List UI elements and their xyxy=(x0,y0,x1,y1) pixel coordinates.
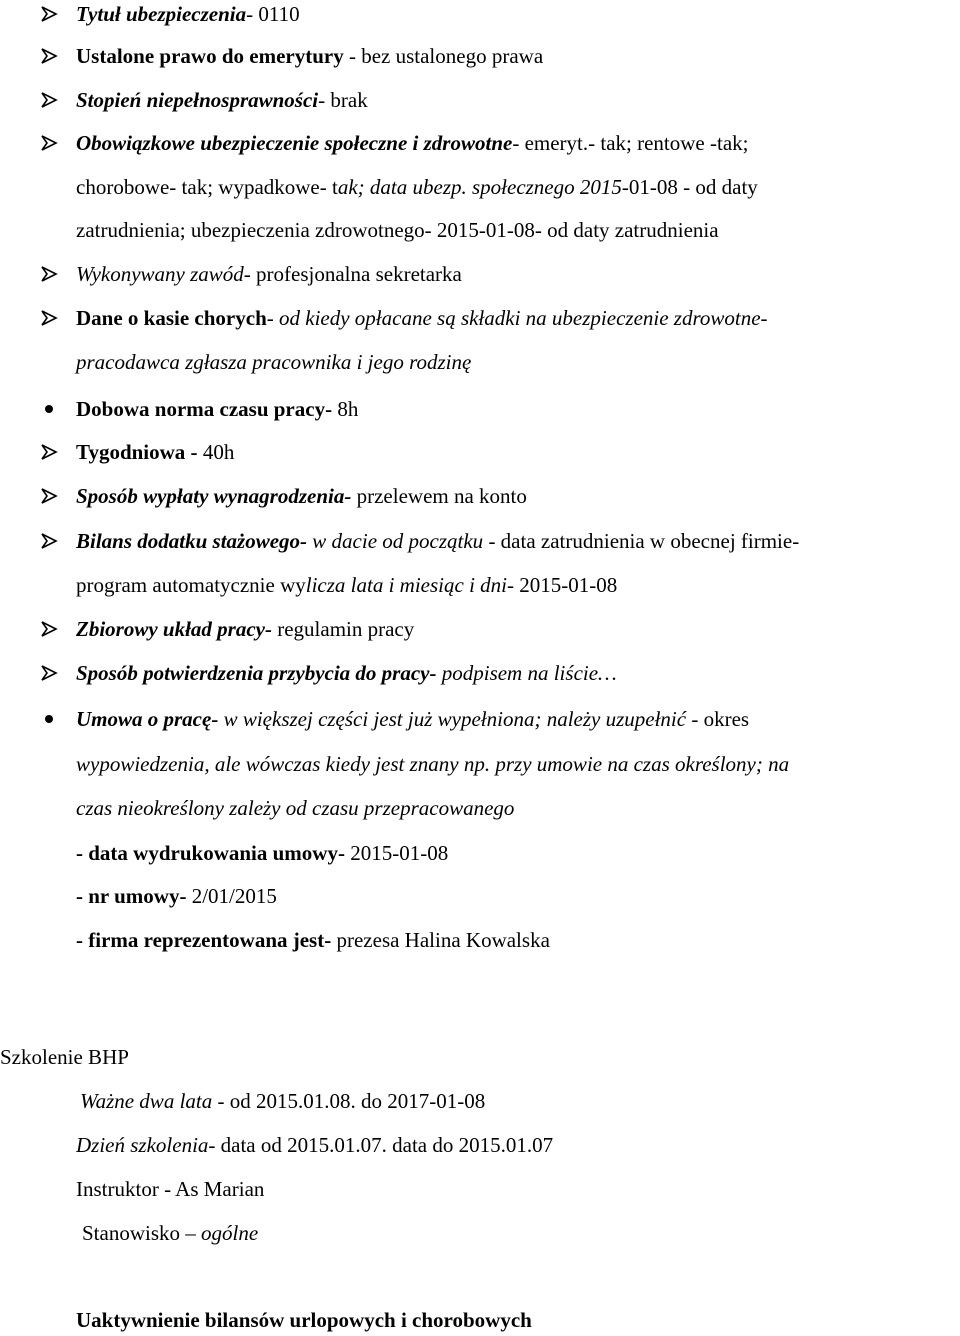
item-label: Sposób wypłaty wynagrodzenia- xyxy=(76,484,352,508)
text-segment: czas nieokreślony zależy od czasu przepracowanego xyxy=(76,796,515,820)
item-value: - 0110 xyxy=(246,2,300,26)
field-value: data od 2015.01.07. data do 2015.01.07 xyxy=(215,1133,554,1157)
item-value: - okres xyxy=(686,707,750,731)
contract-number xyxy=(76,882,277,910)
arrow-bullet-icon xyxy=(38,304,62,332)
item-label: Zbiorowy układ pracy- xyxy=(76,617,272,641)
field-value: 2/01/2015 xyxy=(186,884,277,908)
list-item-continuation xyxy=(76,173,758,201)
list-item xyxy=(76,527,799,555)
list-item xyxy=(76,615,414,643)
field-label: Dzień szkolenia- xyxy=(76,1133,216,1157)
list-item xyxy=(76,438,234,466)
arrow-bullet-icon xyxy=(38,482,62,510)
dot-bullet-icon xyxy=(38,705,62,733)
item-label: Ustalone prawo do emerytury xyxy=(76,44,344,68)
list-item xyxy=(76,395,358,423)
contract-date xyxy=(76,839,448,867)
text-segment: program automatycznie wy xyxy=(76,573,306,597)
arrow-bullet-icon xyxy=(38,42,62,70)
list-item xyxy=(76,0,300,28)
arrow-bullet-icon xyxy=(38,438,62,466)
item-label: Wykonywany zawód xyxy=(76,262,244,286)
list-item xyxy=(76,482,527,510)
item-value-italic: w większej części jest już wypełniona; należy uzupełnić xyxy=(218,707,687,731)
text-segment: chorobowe- tak; wypadkowe- t xyxy=(76,175,338,199)
text-segment: licza lata i miesiąc i dni xyxy=(305,573,507,597)
bhp-instructor: Instruktor - As Marian xyxy=(76,1177,265,1201)
bhp-validity xyxy=(80,1087,485,1115)
list-item-continuation xyxy=(76,794,514,822)
list-item-continuation xyxy=(76,750,789,778)
item-value-italic: w dacie od początku xyxy=(307,529,484,553)
item-label: Tygodniowa - xyxy=(76,440,198,464)
field-label: Ważne dwa lata xyxy=(80,1089,213,1113)
item-value: - od kiedy opłacane są składki na ubezpieczenie zdrowotne- xyxy=(266,306,768,330)
list-item xyxy=(76,129,748,157)
arrow-bullet-icon xyxy=(38,615,62,643)
item-value: przelewem na konto xyxy=(351,484,527,508)
item-label: Sposób potwierdzenia przybycia do pracy- xyxy=(76,661,437,685)
item-label: Stopień niepełnosprawności xyxy=(76,88,319,112)
list-item xyxy=(76,304,768,332)
field-label: - firma reprezentowana jest- xyxy=(76,928,332,952)
field-value: ogólne xyxy=(201,1221,259,1245)
arrow-bullet-icon xyxy=(38,0,62,28)
list-item-continuation: zatrudnienia; ubezpieczenia zdrowotnego- 2015-01-08- od daty zatrudnienia xyxy=(76,218,719,242)
text-segment: - 2015-01-08 xyxy=(506,573,618,597)
item-value: - profesjonalna sekretarka xyxy=(243,262,462,286)
field-value: 2015-01-08 xyxy=(344,841,449,865)
section-heading-leave-balances: Uaktywnienie bilansów urlopowych i chorobowych xyxy=(76,1308,532,1332)
arrow-bullet-icon xyxy=(38,86,62,114)
text-segment: -01-08 - od daty xyxy=(621,175,758,199)
item-value: - brak xyxy=(318,88,368,112)
item-value: - data zatrudnienia w obecnej firmie- xyxy=(483,529,800,553)
field-label: - data wydrukowania umowy- xyxy=(76,841,345,865)
list-item-continuation xyxy=(76,571,617,599)
list-item xyxy=(76,86,368,114)
text-segment: ak; data ubezp. społecznego 2015 xyxy=(337,175,622,199)
list-item xyxy=(76,659,617,687)
field-value: - od 2015.01.08. do 2017-01-08 xyxy=(212,1089,486,1113)
field-label: Stanowisko – xyxy=(82,1221,202,1245)
list-item xyxy=(76,260,462,288)
arrow-bullet-icon xyxy=(38,659,62,687)
item-value: podpisem na liście… xyxy=(436,661,617,685)
arrow-bullet-icon xyxy=(38,129,62,157)
arrow-bullet-icon xyxy=(38,527,62,555)
field-label: - nr umowy- xyxy=(76,884,187,908)
item-value: - bez ustalonego prawa xyxy=(343,44,544,68)
list-item-continuation xyxy=(76,348,471,376)
item-label: Dane o kasie chorych xyxy=(76,306,267,330)
text-segment: pracodawca zgłasza pracownika i jego rodzinę xyxy=(76,350,472,374)
item-label: Obowiązkowe ubezpieczenie społeczne i zdrowotne xyxy=(76,131,513,155)
item-label: Bilans dodatku stażowego- xyxy=(76,529,308,553)
dot-bullet-icon xyxy=(38,395,62,423)
contract-firm xyxy=(76,926,550,954)
list-item xyxy=(76,42,543,70)
text-segment: wypowiedzenia, ale wówczas kiedy jest znany np. przy umowie na czas określony; na xyxy=(76,752,790,776)
item-value: regulamin pracy xyxy=(271,617,415,641)
item-value: - emeryt.- tak; rentowe -tak; xyxy=(512,131,749,155)
arrow-bullet-icon xyxy=(38,260,62,288)
bhp-training-day xyxy=(76,1131,553,1159)
item-label: Tytuł ubezpieczenia xyxy=(76,2,247,26)
section-heading-bhp: Szkolenie BHP xyxy=(0,1045,129,1069)
list-item xyxy=(76,705,749,733)
item-value: 8h xyxy=(332,397,359,421)
item-value: 40h xyxy=(197,440,235,464)
item-label: Umowa o pracę- xyxy=(76,707,219,731)
item-label: Dobowa norma czasu pracy- xyxy=(76,397,333,421)
bhp-position xyxy=(82,1219,258,1247)
field-value: prezesa Halina Kowalska xyxy=(331,928,550,952)
